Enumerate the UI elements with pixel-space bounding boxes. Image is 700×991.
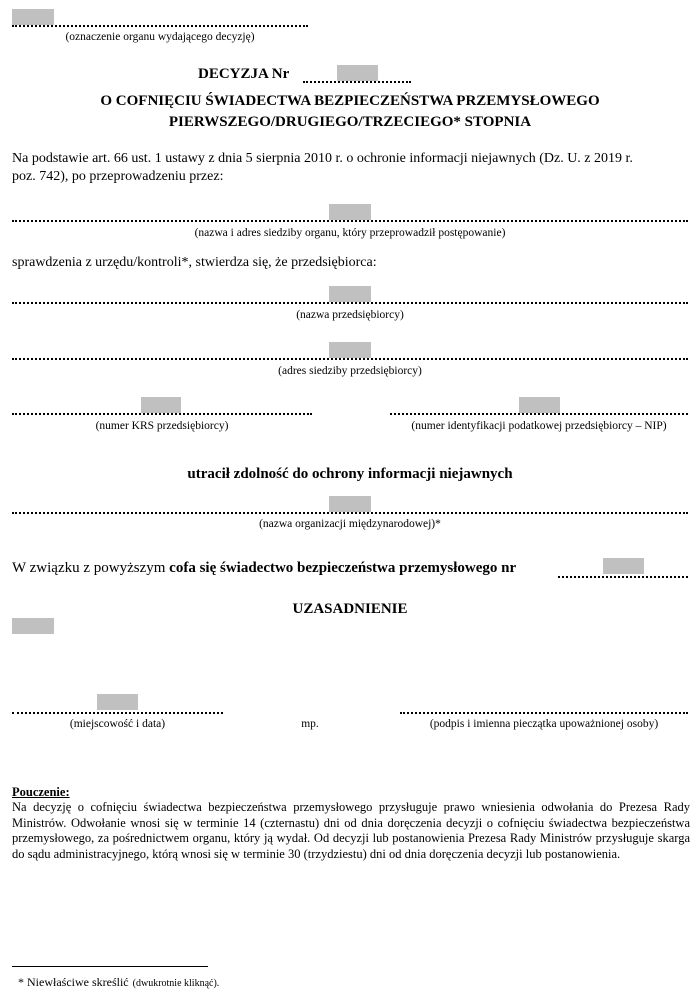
swiadectwo-number-line (558, 576, 688, 578)
podpis-line (400, 712, 688, 714)
organizacja-field[interactable] (329, 496, 371, 512)
adres-przedsiebiorcy-field[interactable] (329, 342, 371, 358)
nazwa-przedsiebiorcy-caption: (nazwa przedsiębiorcy) (296, 309, 404, 321)
footnote-rule (12, 966, 208, 967)
organ-postepowanie-caption: (nazwa i adres siedziby organu, który przeprowadził postępowanie) (194, 227, 506, 239)
miejscowosc-line (12, 712, 223, 714)
footnote-small: (dwukrotnie kliknąć). (132, 978, 220, 989)
mp-label: mp. (301, 718, 319, 730)
uzasadnienie-field[interactable] (12, 618, 54, 634)
footnote-main: * Niewłaściwe skreślić (18, 975, 129, 989)
organ-field[interactable] (12, 9, 54, 25)
uzasadnienie-title: UZASADNIENIE (292, 601, 408, 617)
subtitle-line-1: O COFNIĘCIU ŚWIADECTWA BEZPIECZEŃSTWA PRZEMYSŁOWEGO (100, 93, 600, 109)
decyzja-number-line (303, 81, 411, 83)
organ-dotted-line (12, 25, 308, 27)
decyzja-title: DECYZJA Nr (198, 66, 290, 82)
nazwa-przedsiebiorcy-field[interactable] (329, 286, 371, 302)
cofa-text (12, 560, 516, 577)
cofa-bold: cofa się świadectwo bezpieczeństwa przemysłowego nr (169, 560, 517, 576)
miejscowosc-field[interactable] (97, 694, 138, 710)
sprawdzenie-text: sprawdzenia z urzędu/kontroli*, stwierdza się, że przedsiębiorca: (12, 255, 377, 270)
nip-field[interactable] (519, 397, 560, 413)
organ-postepowanie-field[interactable] (329, 204, 371, 220)
organ-caption: (oznaczenie organu wydającego decyzję) (65, 31, 255, 43)
krs-line (12, 413, 312, 415)
pouczenie-text: Na decyzję o cofnięciu świadectwa bezpieczeństwa przemysłowego przysługuje prawo wniesienia odwołania do Prezesa Rady Ministrów. Odwołanie wnosi się w terminie 14 (czternastu) dni od dnia doręczenia decyzji o cofnięciu świadectwa bezpieczeństwa przemysłowego, za pośrednictwem organu, który ją wydał. Od decyzji lub postanowienia Prezesa Rady Ministrów przysługuje skarga do sądu administracyjnego, którą wnosi się w terminie 30 (trzydziestu) dni od dnia doręczenia decyzji lub postanowienia. (12, 800, 690, 861)
nip-line (390, 413, 688, 415)
organizacja-caption: (nazwa organizacji międzynarodowej)* (259, 518, 441, 530)
pouczenie-heading: Pouczenie: (12, 785, 70, 799)
krs-caption: (numer KRS przedsiębiorcy) (95, 420, 229, 432)
subtitle-line-2: PIERWSZEGO/DRUGIEGO/TRZECIEGO* STOPNIA (168, 114, 532, 130)
organizacja-line (12, 512, 688, 514)
intro-line-2: poz. 742), po przeprowadzeniu przez: (12, 169, 224, 184)
footnote (18, 973, 219, 991)
utracil-text: utracił zdolność do ochrony informacji niejawnych (187, 466, 513, 482)
decyzja-number-field[interactable] (337, 65, 378, 81)
adres-przedsiebiorcy-caption: (adres siedziby przedsiębiorcy) (278, 365, 422, 377)
adres-przedsiebiorcy-line (12, 358, 688, 360)
podpis-caption: (podpis i imienna pieczątka upoważnionej osoby) (429, 718, 659, 730)
nazwa-przedsiebiorcy-line (12, 302, 688, 304)
intro-line-1: Na podstawie art. 66 ust. 1 ustawy z dnia 5 sierpnia 2010 r. o ochronie informacji niejawnych (Dz. U. z 2019 r. (12, 151, 633, 166)
nip-caption: (numer identyfikacji podatkowej przedsiębiorcy – NIP) (411, 420, 667, 432)
organ-postepowanie-line (12, 220, 688, 222)
cofa-prefix: W związku z powyższym (12, 560, 170, 576)
miejscowosc-caption: (miejscowość i data) (69, 718, 166, 730)
swiadectwo-number-field[interactable] (603, 558, 644, 574)
krs-field[interactable] (141, 397, 181, 413)
